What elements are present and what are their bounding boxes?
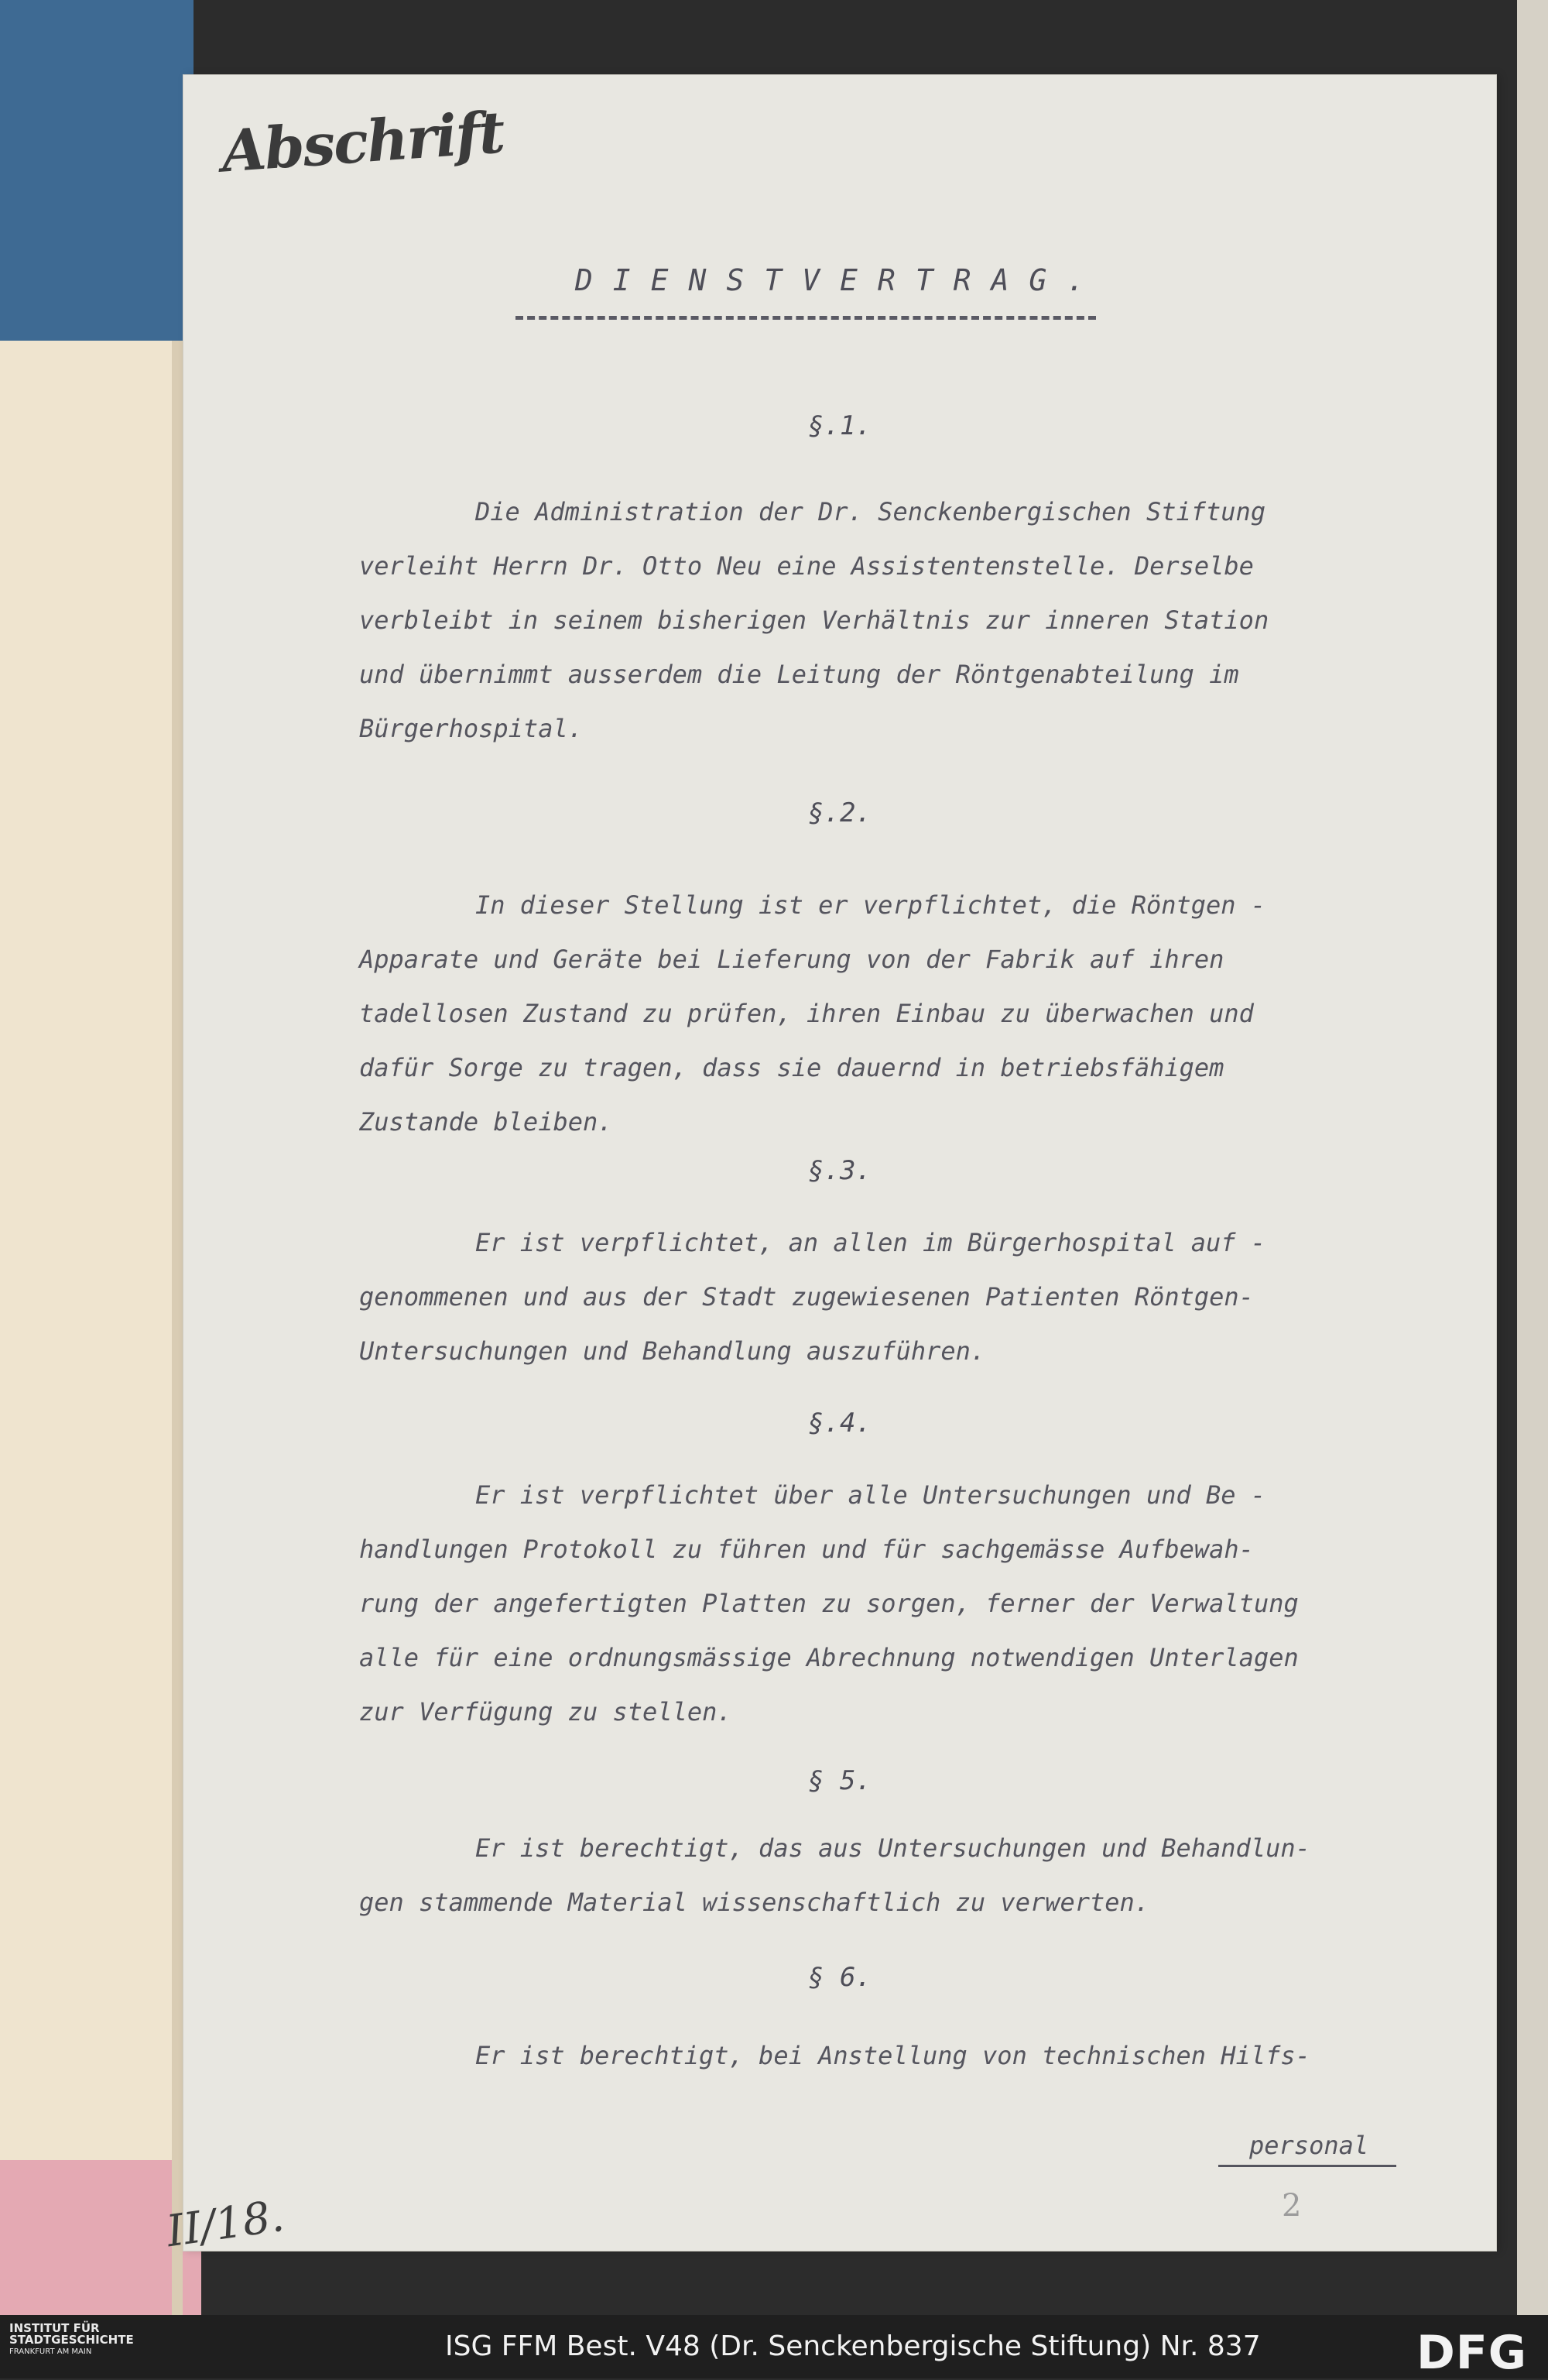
text-line: zur Verfügung zu stellen. bbox=[359, 1697, 732, 1727]
archive-signature: II/18. bbox=[163, 2190, 287, 2258]
section-heading-3: §.3. bbox=[808, 1155, 872, 1186]
section-heading-5: § 5. bbox=[808, 1765, 872, 1796]
text-line: tadellosen Zustand zu prüfen, ihren Einbau zu überwachen und bbox=[359, 999, 1254, 1028]
handwritten-note: Abschrift bbox=[219, 99, 506, 186]
dfg-logo: DFG bbox=[1416, 2326, 1528, 2380]
logo-line-3: FRANKFURT AM MAIN bbox=[9, 2347, 92, 2356]
section-paragraph-6 bbox=[359, 2028, 1520, 2083]
section-paragraph-2 bbox=[359, 878, 1520, 1149]
archive-caption: ISG FFM Best. V48 (Dr. Senckenbergische Stiftung) Nr. 837 bbox=[445, 2330, 1261, 2362]
background-blue-folder bbox=[0, 0, 194, 341]
background-right-margin bbox=[1517, 0, 1548, 2323]
document-title: DIENSTVERTRAG. bbox=[574, 263, 1105, 297]
text-line: In dieser Stellung ist er verpflichtet, die Röntgen - bbox=[475, 890, 1266, 920]
text-line: verleiht Herrn Dr. Otto Neu eine Assistentenstelle. Derselbe bbox=[359, 551, 1254, 581]
section-paragraph-5 bbox=[359, 1821, 1520, 1929]
text-line: Untersuchungen und Behandlung auszuführen. bbox=[359, 1336, 986, 1366]
section-heading-2: §.2. bbox=[808, 797, 872, 828]
text-line: Apparate und Geräte bei Lieferung von der Fabrik auf ihren bbox=[359, 945, 1224, 974]
section-heading-1: §.1. bbox=[808, 410, 872, 441]
text-line: Bürgerhospital. bbox=[359, 714, 583, 743]
institution-logo bbox=[9, 2321, 134, 2358]
section-paragraph-3 bbox=[359, 1216, 1520, 1378]
background-underlying-sheet bbox=[0, 341, 182, 2292]
text-line: Er ist berechtigt, das aus Untersuchungen und Behandlun- bbox=[475, 1833, 1310, 1863]
text-line: Er ist verpflichtet über alle Untersuchungen und Be - bbox=[475, 1480, 1266, 1510]
text-line: und übernimmt ausserdem die Leitung der Röntgenabteilung im bbox=[359, 660, 1239, 689]
text-line: handlungen Protokoll zu führen und für sachgemässe Aufbewah- bbox=[359, 1535, 1254, 1564]
logo-line-1: INSTITUT FÜR bbox=[9, 2321, 100, 2335]
document-page bbox=[183, 74, 1497, 2251]
pencil-page-number: 2 bbox=[1282, 2188, 1302, 2224]
continuation-word: personal bbox=[1249, 2131, 1369, 2160]
section-heading-4: §.4. bbox=[808, 1408, 872, 1439]
text-line: verbleibt in seinem bisherigen Verhältnis zur inneren Station bbox=[359, 605, 1269, 635]
text-line: Er ist verpflichtet, an allen im Bürgerhospital auf - bbox=[475, 1228, 1266, 1257]
text-line: Die Administration der Dr. Senckenbergischen Stiftung bbox=[475, 497, 1266, 526]
section-paragraph-4 bbox=[359, 1468, 1520, 1739]
section-heading-6: § 6. bbox=[808, 1962, 872, 1993]
section-paragraph-1 bbox=[359, 485, 1520, 756]
text-line: Er ist berechtigt, bei Anstellung von technischen Hilfs- bbox=[475, 2041, 1310, 2070]
text-line: Zustande bleiben. bbox=[359, 1107, 613, 1137]
text-line: dafür Sorge zu tragen, dass sie dauernd in betriebsfähigem bbox=[359, 1053, 1224, 1082]
text-line: rung der angefertigten Platten zu sorgen, ferner der Verwaltung bbox=[359, 1589, 1299, 1618]
text-line: gen stammende Material wissenschaftlich zu verwerten. bbox=[359, 1888, 1150, 1917]
underlying-sheet-edge bbox=[172, 341, 183, 2315]
text-line: alle für eine ordnungsmässige Abrechnung notwendigen Unterlagen bbox=[359, 1643, 1299, 1672]
continuation-underline bbox=[1218, 2165, 1396, 2167]
title-underline bbox=[515, 316, 1096, 320]
logo-line-2: STADTGESCHICHTE bbox=[9, 2333, 134, 2347]
text-line: genommenen und aus der Stadt zugewiesenen Patienten Röntgen- bbox=[359, 1282, 1254, 1312]
